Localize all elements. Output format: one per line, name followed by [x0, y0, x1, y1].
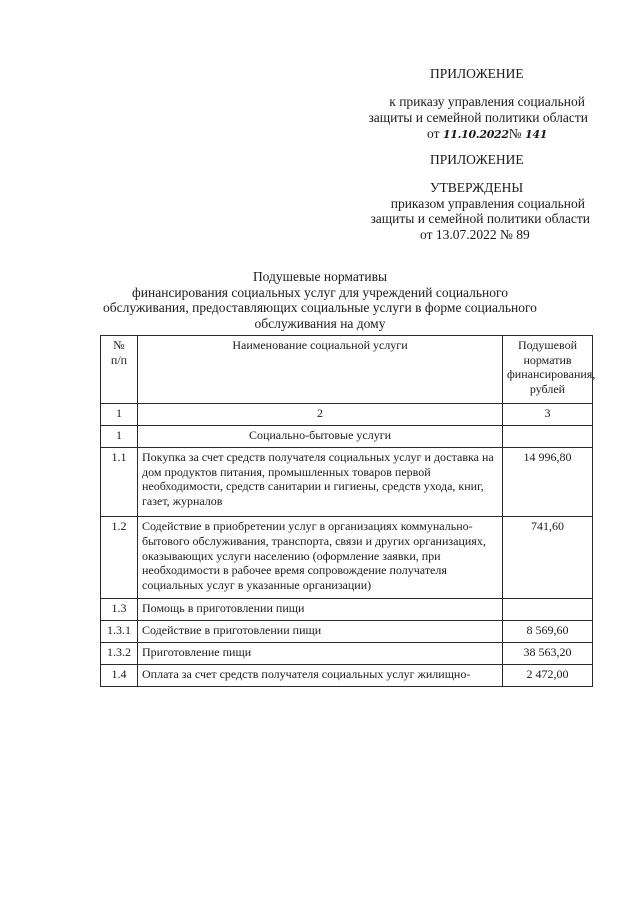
- table-row: [101, 665, 593, 687]
- row-name: Помощь в приготовлении пищи: [138, 599, 503, 621]
- row-name: Социально-бытовые услуги: [138, 426, 503, 448]
- column-number-row: [101, 404, 593, 426]
- row-name: Оплата за счет средств получателя социальных услуг жилищно-: [138, 665, 503, 687]
- handwritten-number: 141: [525, 128, 548, 141]
- title-line-2: финансирования социальных услуг для учреждений социального: [132, 284, 508, 300]
- col-number-2: 2: [138, 404, 503, 426]
- approved-line-1: приказом управления социальной: [390, 196, 585, 211]
- table-row: [101, 517, 593, 599]
- to-order-line-1: к приказу управления социальной: [389, 94, 585, 109]
- table-row: [101, 448, 593, 517]
- table-row: [101, 599, 593, 621]
- title-line-1: Подушевые нормативы: [252, 269, 388, 284]
- from-prefix: от: [427, 126, 440, 141]
- row-value: 8 569,60: [503, 621, 593, 643]
- document-title: [0, 269, 640, 331]
- table-row: [101, 621, 593, 643]
- title-line-4: обслуживания на дому: [254, 315, 386, 331]
- header-num: № п/п: [101, 336, 138, 404]
- row-name: Покупка за счет средств получателя социальных услуг и доставка на дом продуктов питания, промышленных товаров первой необходимости, средств санитарии и гигиены, средств ухода, книг, газет, журналов: [138, 448, 503, 517]
- title-line-3: обслуживания, предоставляющих социальные услуги в форме социального: [103, 300, 537, 315]
- row-num: 1.3: [101, 599, 138, 621]
- col-number-3: 3: [503, 404, 593, 426]
- approved-line-3: от 13.07.2022 № 89: [420, 227, 530, 242]
- row-value: 741,60: [503, 517, 593, 599]
- row-value: 2 472,00: [503, 665, 593, 687]
- row-num: 1.3.1: [101, 621, 138, 643]
- table-row: [101, 426, 593, 448]
- row-name: Приготовление пищи: [138, 643, 503, 665]
- appendix-label-2: ПРИЛОЖЕНИЕ: [430, 152, 524, 167]
- handwritten-date: 11.10.2022: [442, 128, 509, 141]
- col-number-1: 1: [101, 404, 138, 426]
- row-value: 38 563,20: [503, 643, 593, 665]
- approved-label: УТВЕРЖДЕНЫ: [430, 180, 524, 195]
- row-name: Содействие в приобретении услуг в организациях коммунально-бытового обслуживания, транспорта, связи и других организациях, оказывающих услуги населению (оформление заявки, при необходимости в рабочее время сопровождение получателя социальных услуг в указанные организации): [138, 517, 503, 599]
- row-value: [503, 426, 593, 448]
- row-value: [503, 599, 593, 621]
- table-row: [101, 643, 593, 665]
- row-name: Содействие в приготовлении пищи: [138, 621, 503, 643]
- header-value: Подушевой норматив финансирования, рублей: [503, 336, 593, 404]
- header-name: Наименование социальной услуги: [138, 336, 503, 404]
- norms-table: [100, 335, 596, 687]
- row-num: 1.2: [101, 517, 138, 599]
- order-date-line: [427, 126, 547, 143]
- approved-line-2: защиты и семейной политики области: [370, 211, 590, 226]
- appendix-label: ПРИЛОЖЕНИЕ: [430, 66, 524, 81]
- table-header-row: [101, 336, 593, 404]
- row-num: 1.4: [101, 665, 138, 687]
- number-sign: №: [508, 126, 522, 141]
- row-num: 1.3.2: [101, 643, 138, 665]
- row-value: 14 996,80: [503, 448, 593, 517]
- to-order-line-2: защиты и семейной политики области: [368, 110, 588, 125]
- row-num: 1.1: [101, 448, 138, 517]
- row-num: 1: [101, 426, 138, 448]
